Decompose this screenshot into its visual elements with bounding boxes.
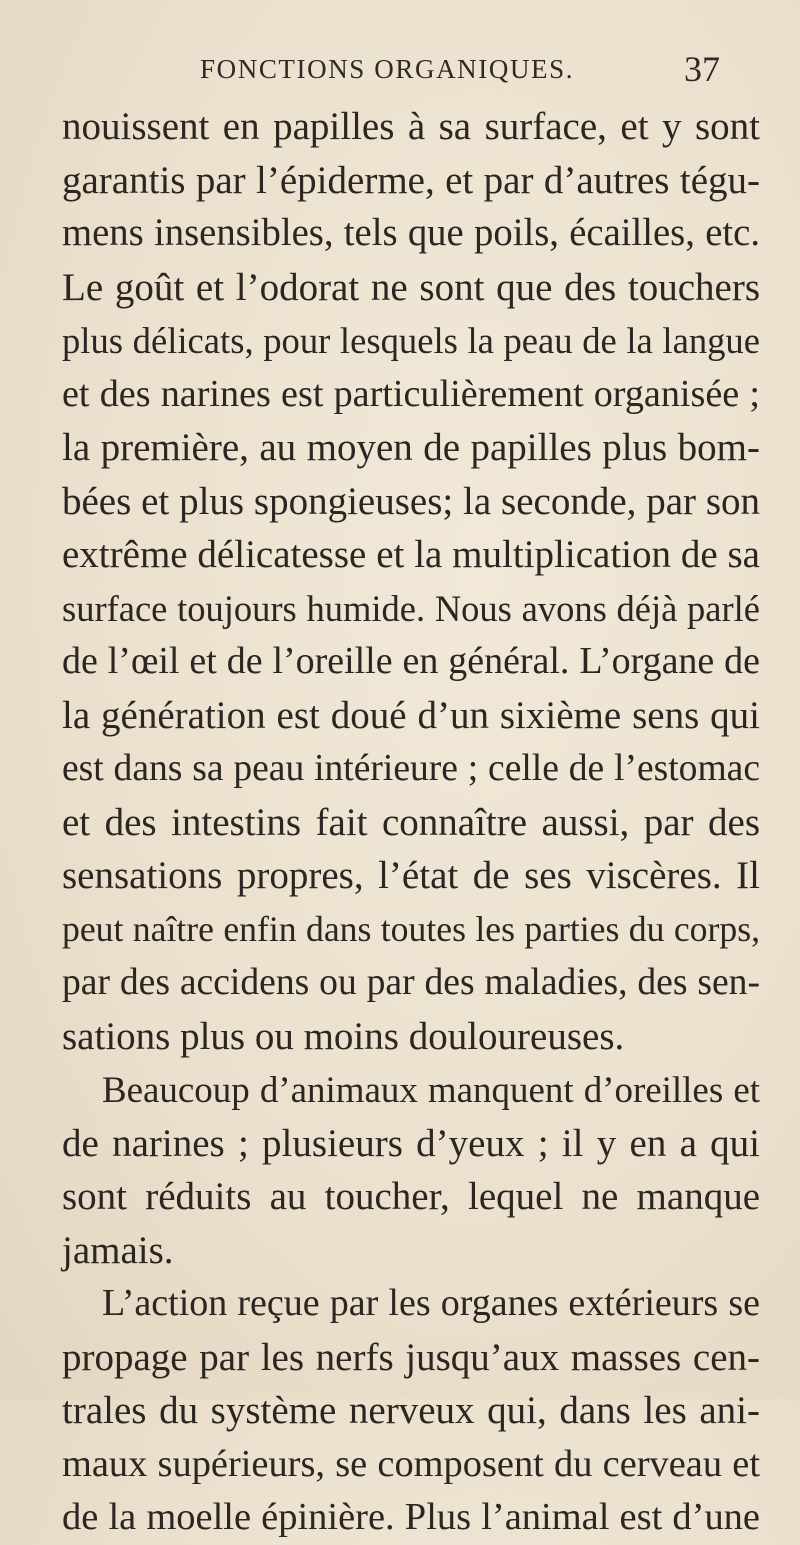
text-line: propage par les nerfs jusqu’aux masses cen- xyxy=(62,1335,760,1379)
text-line: mens insensibles, tels que poils, écailles, etc. xyxy=(62,212,760,254)
text-line: et des narines est particulièrement organisée ; xyxy=(62,372,760,415)
text-line: la première, au moyen de papilles plus bom- xyxy=(62,426,760,469)
text-line: bées et plus spongieuses; la seconde, par son xyxy=(62,479,760,523)
page-number: 37 xyxy=(684,49,720,89)
text-line: maux supérieurs, se composent du cerveau et xyxy=(62,1442,760,1485)
text-line: L’action reçue par les organes extérieurs se xyxy=(102,1282,760,1324)
text-line: jamais. xyxy=(62,1228,174,1272)
text-line: sations plus ou moins douloureuses. xyxy=(62,1014,625,1058)
body-text xyxy=(62,100,760,1545)
text-line: de la moelle épinière. Plus l’animal est d’une xyxy=(62,1496,760,1538)
text-line: surface toujours humide. Nous avons déjà parlé xyxy=(62,587,760,629)
text-line: sont réduits au toucher, lequel ne manque xyxy=(62,1175,760,1218)
running-title: FONCTIONS ORGANIQUES. xyxy=(200,54,575,84)
text-line: plus délicats, pour lesquels la peau de la langue xyxy=(62,320,760,361)
text-line: peut naître enfin dans toutes les parties du corps, xyxy=(62,908,760,949)
text-line: la génération est doué d’un sixième sens qui xyxy=(62,693,760,737)
text-line: de l’œil et de l’oreille en général. L’organe de xyxy=(62,640,760,682)
text-line: garantis par l’épiderme, et par d’autres tégu- xyxy=(62,158,760,202)
running-head xyxy=(200,50,720,90)
text-line: par des accidens ou par des maladies, des sen- xyxy=(62,961,760,1003)
text-line: sensations propres, l’état de ses viscères. Il xyxy=(62,854,760,897)
text-line: et des intestins fait connaître aussi, par des xyxy=(62,800,760,844)
text-line: Beaucoup d’animaux manquent d’oreilles et xyxy=(102,1069,760,1110)
text-line: de narines ; plusieurs d’yeux ; il y en a qui xyxy=(62,1121,760,1165)
text-line: extrême délicatesse et la multiplication de sa xyxy=(62,533,760,576)
text-line: est dans sa peau intérieure ; celle de l’estomac xyxy=(62,748,760,789)
text-line: Le goût et l’odorat ne sont que des touchers xyxy=(62,265,760,309)
text-line: nouissent en papilles à sa surface, et y sont xyxy=(62,105,760,148)
text-line: trales du système nerveux qui, dans les ani- xyxy=(62,1389,760,1432)
